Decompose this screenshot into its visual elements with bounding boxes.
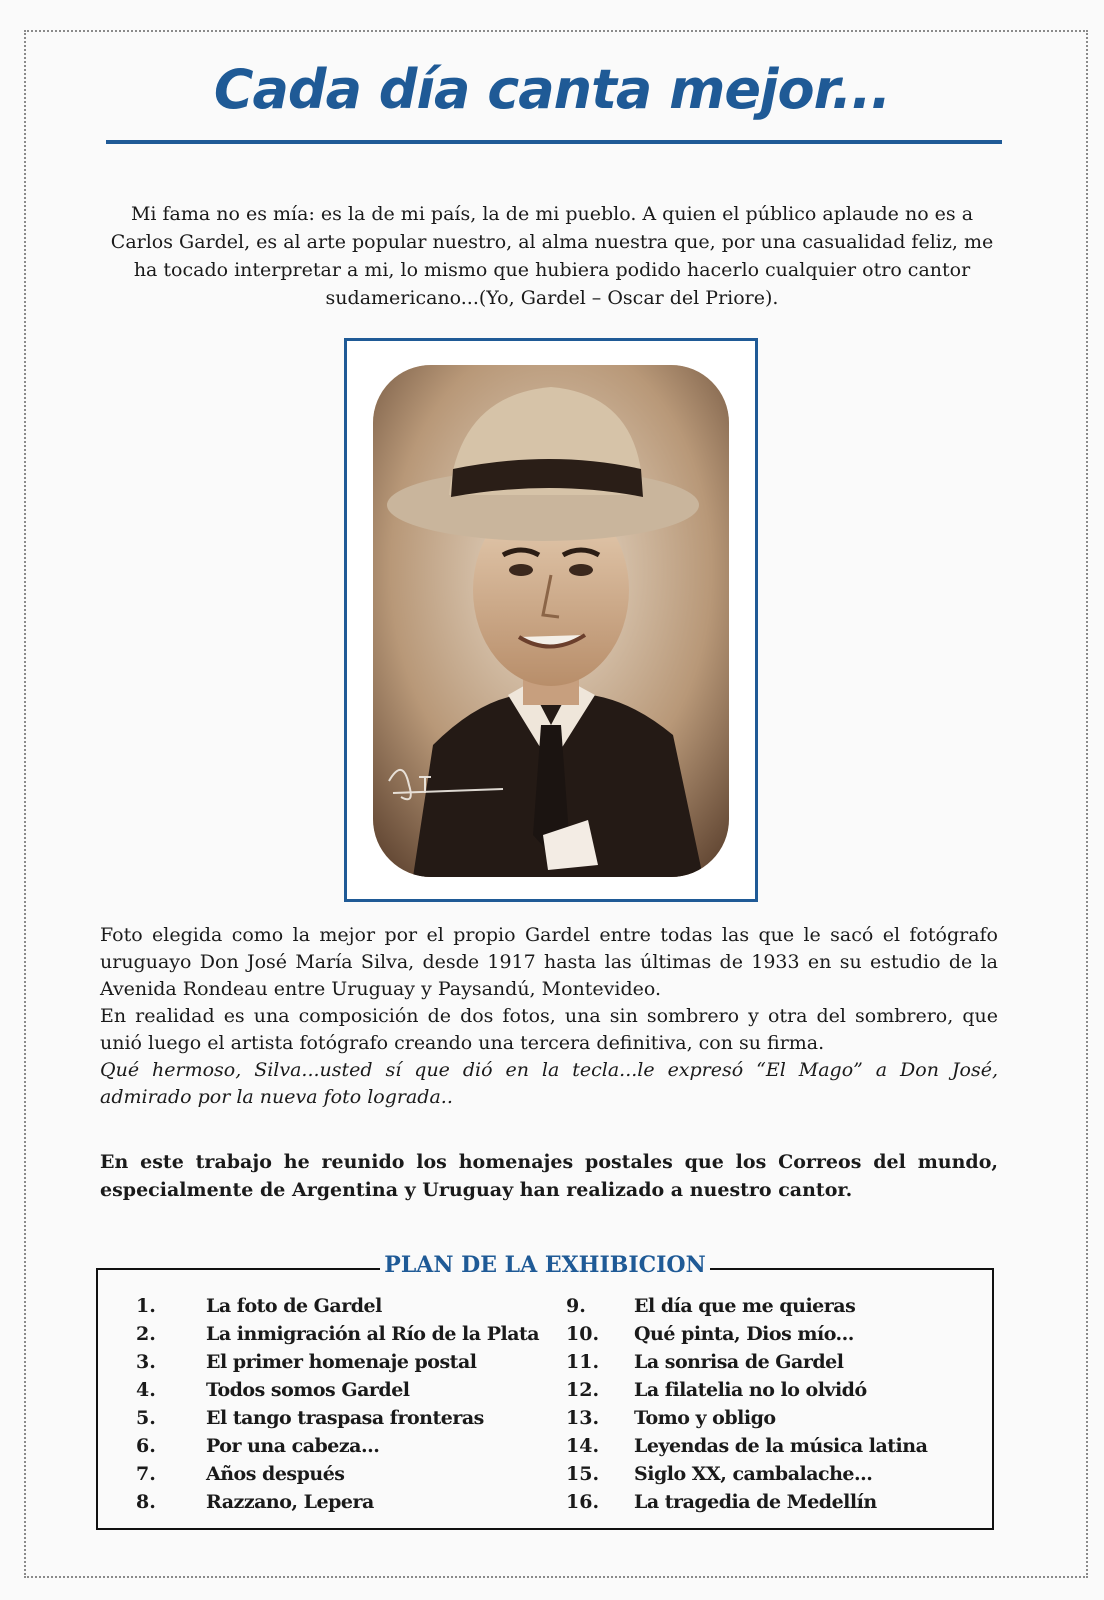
plan-item-label: Tomo y obligo (634, 1407, 776, 1429)
plan-item (136, 1488, 556, 1516)
plan-item (566, 1376, 976, 1404)
plan-item (566, 1348, 976, 1376)
plan-item-number: 14. (566, 1435, 600, 1457)
plan-item-label: La inmigración al Río de la Plata (206, 1323, 540, 1345)
plan-item (136, 1348, 556, 1376)
plan-item-label: La tragedia de Medellín (634, 1491, 877, 1513)
plan-item (136, 1376, 556, 1404)
plan-item (566, 1432, 976, 1460)
work-summary: En este trabajo he reunido los homenajes postales que los Correos del mundo, especialmente de Argentina y Uruguay han realizado a nuestro cantor. (100, 1151, 998, 1201)
plan-item-label: Leyendas de la música latina (634, 1435, 928, 1457)
plan-item-number: 4. (136, 1379, 156, 1401)
plan-item-number: 12. (566, 1379, 600, 1401)
plan-item-label: Razzano, Lepera (206, 1491, 374, 1513)
plan-column-right (566, 1292, 976, 1516)
plan-item (136, 1460, 556, 1488)
portrait-illustration (373, 365, 729, 877)
caption-paragraph-2: En realidad es una composición de dos fotos, una sin sombrero y otra del sombrero, que unió luego el artista fotógrafo creando una tercera definitiva, con su firma. (100, 1005, 998, 1054)
gardel-portrait-photo (373, 365, 729, 877)
plan-item-number: 5. (136, 1407, 156, 1429)
plan-item-label: La filatelia no lo olvidó (634, 1379, 867, 1401)
plan-item-label: La sonrisa de Gardel (634, 1351, 844, 1373)
plan-item (136, 1404, 556, 1432)
plan-item-number: 2. (136, 1323, 156, 1345)
plan-item-number: 7. (136, 1463, 156, 1485)
plan-item (566, 1404, 976, 1432)
plan-item (136, 1432, 556, 1460)
plan-item (566, 1292, 976, 1320)
plan-column-left (136, 1292, 556, 1516)
photo-frame (344, 338, 758, 902)
plan-item-number: 9. (566, 1295, 586, 1317)
page-title: Cada día canta mejor... (213, 58, 891, 121)
plan-item-number: 6. (136, 1435, 156, 1457)
plan-item-label: El tango traspasa fronteras (206, 1407, 484, 1429)
title-underline (106, 140, 1002, 144)
plan-item (566, 1320, 976, 1348)
plan-item-label: El primer homenaje postal (206, 1351, 477, 1373)
plan-item-number: 3. (136, 1351, 156, 1373)
plan-item-label: La foto de Gardel (206, 1295, 382, 1317)
plan-title: PLAN DE LA EXHIBICION (380, 1252, 709, 1278)
plan-item-number: 10. (566, 1323, 600, 1345)
caption-paragraph-1: Foto elegida como la mejor por el propio Gardel entre todas las que le sacó el fotógrafo uruguayo Don José María Silva, desde 1917 hasta las últimas de 1933 en su estudio de la Avenida Rondeau entre Uruguay y Paysandú, Montevideo. (100, 924, 998, 1000)
plan-item-number: 13. (566, 1407, 600, 1429)
plan-item-label: Siglo XX, cambalache... (634, 1463, 873, 1485)
plan-item-label: Por una cabeza... (206, 1435, 380, 1457)
photo-caption (100, 922, 998, 1111)
gardel-quote: Mi fama no es mía: es la de mi país, la de mi pueblo. A quien el público aplaude no es a Carlos Gardel, es al arte popular nuestro, al alma nuestra que, por una casualidad feliz, me ha tocado interpretar a mi, lo mismo que hubiera podido hacerlo cualquier otro cantor sudamericano...(Yo, Gardel – Oscar del Priore). (110, 203, 994, 309)
plan-item (566, 1460, 976, 1488)
plan-item-number: 1. (136, 1295, 156, 1317)
plan-item-number: 11. (566, 1351, 600, 1373)
caption-quote: Qué hermoso, Silva...usted sí que dió en la tecla...le expresó “El Mago” a Don José, admirado por la nueva foto lograda.. (100, 1059, 998, 1108)
plan-item (136, 1320, 556, 1348)
plan-item-label: Años después (206, 1463, 345, 1485)
plan-item-label: El día que me quieras (634, 1295, 856, 1317)
plan-item (136, 1292, 556, 1320)
plan-item-number: 16. (566, 1491, 600, 1513)
plan-item-label: Qué pinta, Dios mío... (634, 1323, 854, 1345)
plan-item-label: Todos somos Gardel (206, 1379, 410, 1401)
exhibition-plan-box (96, 1252, 994, 1530)
plan-item (566, 1488, 976, 1516)
plan-item-number: 8. (136, 1491, 156, 1513)
plan-item-number: 15. (566, 1463, 600, 1485)
